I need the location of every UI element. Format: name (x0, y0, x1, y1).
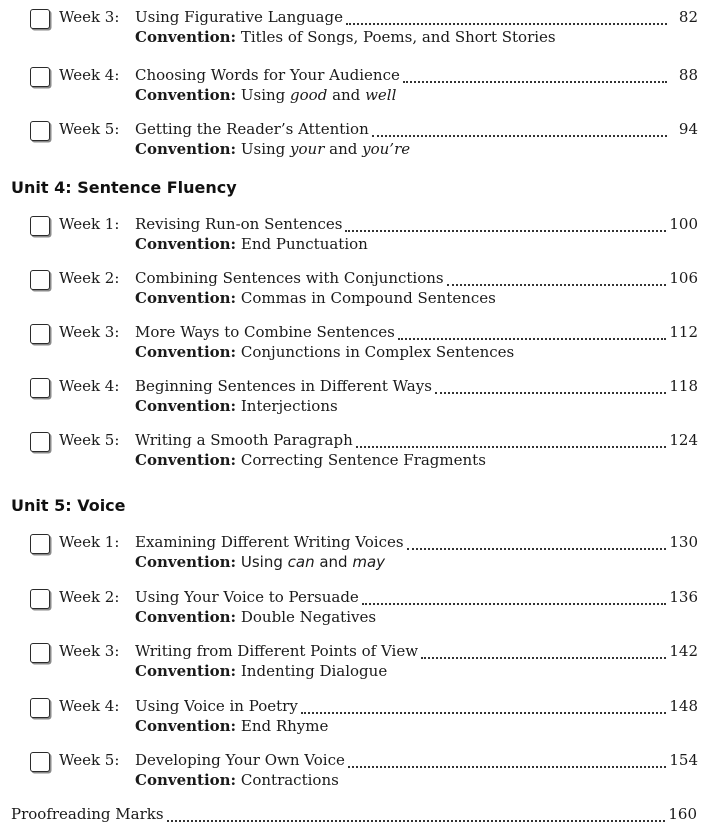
convention-text: End Rhyme (240, 717, 329, 735)
convention-italic-word: well (365, 86, 397, 104)
convention-label: Convention: (135, 608, 237, 626)
page-number: 160 (668, 805, 697, 823)
week-label: Week 4: (59, 697, 120, 715)
convention-label: Convention: (135, 289, 237, 307)
lesson-title: Getting the Reader’s Attention (135, 120, 369, 138)
empty-checkbox-icon[interactable] (30, 698, 50, 718)
convention-line (135, 343, 514, 361)
convention-label: Convention: (135, 662, 237, 680)
convention-text: End Punctuation (240, 235, 368, 253)
convention-text: Interjections (240, 397, 338, 415)
toc-entry (30, 586, 698, 630)
convention-line (135, 553, 385, 571)
dot-leader (403, 81, 667, 83)
dot-leader (356, 446, 667, 448)
page-number: 130 (669, 533, 698, 551)
toc-entry (30, 429, 698, 473)
week-label: Week 3: (59, 642, 120, 660)
page-number: 136 (669, 588, 698, 606)
page-number: 88 (678, 66, 698, 84)
dot-leader (345, 230, 666, 232)
dot-leader (346, 23, 667, 25)
toc-entry (30, 695, 698, 739)
entry-line (59, 66, 698, 88)
convention-text: Titles of Songs, Poems, and Short Stories (240, 28, 556, 46)
dot-leader (435, 392, 666, 394)
lesson-title: Choosing Words for Your Audience (135, 66, 400, 84)
convention-text: Double Negatives (240, 608, 377, 626)
entry-line (59, 431, 698, 453)
convention-label: Convention: (135, 717, 237, 735)
page-number: 100 (669, 215, 698, 233)
empty-checkbox-icon[interactable] (30, 324, 50, 344)
dot-leader (447, 284, 667, 286)
lesson-title: Writing a Smooth Paragraph (135, 431, 353, 449)
convention-line (135, 608, 376, 626)
convention-label: Convention: (135, 235, 237, 253)
page-number: 154 (669, 751, 698, 769)
lesson-title: More Ways to Combine Sentences (135, 323, 395, 341)
convention-line (135, 717, 328, 735)
convention-label: Convention: (135, 140, 237, 158)
convention-text: Contractions (240, 771, 339, 789)
convention-line (135, 771, 339, 789)
convention-text: and (314, 553, 353, 571)
toc-entry (30, 267, 698, 311)
week-label: Week 3: (59, 323, 120, 341)
section-title: Proofreading Marks (11, 805, 164, 823)
week-label: Week 1: (59, 215, 120, 233)
page-number: 148 (669, 697, 698, 715)
toc-entry (30, 531, 698, 575)
convention-label: Convention: (135, 451, 237, 469)
entry-line (59, 533, 698, 555)
week-label: Week 2: (59, 588, 120, 606)
convention-label: Convention: (135, 553, 237, 571)
empty-checkbox-icon[interactable] (30, 534, 50, 554)
empty-checkbox-icon[interactable] (30, 121, 50, 141)
convention-text: Using (240, 86, 291, 104)
lesson-title: Writing from Different Points of View (135, 642, 419, 660)
convention-line (135, 28, 556, 46)
toc-entry (30, 213, 698, 257)
convention-line (135, 289, 496, 307)
convention-label: Convention: (135, 86, 237, 104)
entry-line (59, 269, 698, 291)
convention-line (135, 86, 396, 104)
convention-text: Conjunctions in Complex Sentences (240, 343, 515, 361)
lesson-title: Beginning Sentences in Different Ways (135, 377, 432, 395)
empty-checkbox-icon[interactable] (30, 589, 50, 609)
page-number: 118 (669, 377, 698, 395)
entry-line (59, 751, 698, 773)
convention-text: Correcting Sentence Fragments (240, 451, 486, 469)
convention-line (135, 397, 338, 415)
convention-text: Commas in Compound Sentences (240, 289, 496, 307)
lesson-title: Developing Your Own Voice (135, 751, 345, 769)
convention-line (135, 235, 368, 253)
toc-entry (30, 640, 698, 684)
dot-leader (362, 603, 667, 605)
lesson-title: Using Figurative Language (135, 8, 343, 26)
dot-leader (407, 548, 667, 550)
convention-label: Convention: (135, 771, 237, 789)
convention-text: Using (240, 553, 288, 571)
empty-checkbox-icon[interactable] (30, 643, 50, 663)
toc-entry (30, 321, 698, 365)
convention-italic-word: can (287, 553, 315, 571)
dot-leader (167, 820, 666, 822)
entry-line (59, 377, 698, 399)
empty-checkbox-icon[interactable] (30, 432, 50, 452)
page-number: 124 (669, 431, 698, 449)
entry-line (59, 215, 698, 237)
convention-italic-word: may (352, 553, 386, 571)
entry-line (59, 697, 698, 719)
convention-text: and (327, 86, 366, 104)
convention-line (135, 140, 410, 158)
week-label: Week 1: (59, 533, 120, 551)
toc-entry (30, 749, 698, 793)
entry-line (59, 323, 698, 345)
dot-leader (348, 766, 666, 768)
entry-line (59, 8, 698, 30)
dot-leader (372, 135, 667, 137)
empty-checkbox-icon[interactable] (30, 67, 50, 87)
toc-entry (30, 375, 698, 419)
lesson-title: Using Your Voice to Persuade (135, 588, 359, 606)
toc-entry (30, 6, 698, 50)
unit-heading: Unit 4: Sentence Fluency (11, 178, 237, 197)
week-label: Week 2: (59, 269, 120, 287)
lesson-title: Examining Different Writing Voices (135, 533, 404, 551)
dot-leader (301, 712, 667, 714)
convention-italic-word: your (290, 140, 325, 158)
convention-text: and (324, 140, 363, 158)
page-number: 94 (678, 120, 698, 138)
convention-line (135, 451, 486, 469)
page-number: 82 (678, 8, 698, 26)
convention-label: Convention: (135, 343, 237, 361)
convention-italic-word: good (290, 86, 328, 104)
page-number: 142 (669, 642, 698, 660)
page-number: 112 (669, 323, 698, 341)
empty-checkbox-icon[interactable] (30, 216, 50, 236)
week-label: Week 5: (59, 431, 120, 449)
convention-label: Convention: (135, 397, 237, 415)
empty-checkbox-icon[interactable] (30, 9, 50, 29)
convention-label: Convention: (135, 28, 237, 46)
convention-text: Indenting Dialogue (240, 662, 388, 680)
toc-entry (30, 64, 698, 108)
lesson-title: Revising Run-on Sentences (135, 215, 343, 233)
page-number: 106 (669, 269, 698, 287)
unit-heading: Unit 5: Voice (11, 496, 126, 515)
convention-line (135, 662, 387, 680)
week-label: Week 4: (59, 66, 120, 84)
dot-leader (421, 657, 666, 659)
dot-leader (398, 338, 667, 340)
entry-line (59, 120, 698, 142)
week-label: Week 5: (59, 751, 120, 769)
empty-checkbox-icon[interactable] (30, 378, 50, 398)
empty-checkbox-icon[interactable] (30, 270, 50, 290)
lesson-title: Using Voice in Poetry (135, 697, 298, 715)
entry-line (59, 588, 698, 610)
proofreading-marks-entry (11, 805, 697, 827)
toc-entry (30, 118, 698, 162)
week-label: Week 4: (59, 377, 120, 395)
entry-line (59, 642, 698, 664)
empty-checkbox-icon[interactable] (30, 752, 50, 772)
week-label: Week 3: (59, 8, 120, 26)
week-label: Week 5: (59, 120, 120, 138)
convention-italic-word: you’re (362, 140, 411, 158)
lesson-title: Combining Sentences with Conjunctions (135, 269, 444, 287)
convention-text: Using (240, 140, 291, 158)
